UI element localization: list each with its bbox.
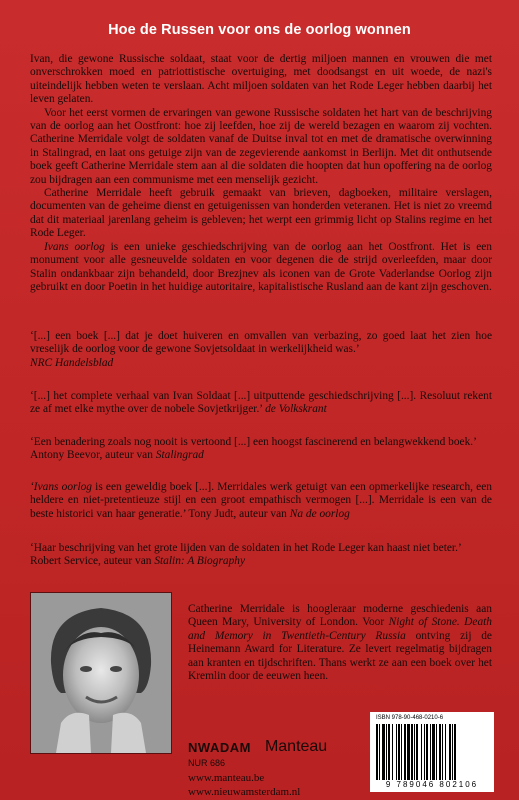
quote-2-source: de Volkskrant — [265, 403, 327, 416]
author-photo — [30, 592, 172, 754]
barcode-bar — [379, 724, 380, 780]
bio-work: Night of Stone. Death and Memory in Twentieth-Century Russia — [188, 616, 493, 642]
paragraph-4-text: is een unieke geschiedschrijving van de oorlog aan het Oostfront. Het is een monument voor alle gesneuvelde soldaten en voor degenen die de strijd overleefden, maar door Stalin ondankbaar zijn behandeld, door Brezjnev als iconen van de Grote Vaderlandse Oorlog zijn gebruikt en door Poetin in het huidige autoritaire, kapitalistische Rusland aan de kant zijn geschoven. — [30, 240, 492, 293]
quote-1-text: ‘[...] een boek [...] dat je doet huiveren en omvallen van verbazing, zo goed laat het zien hoe vreselijk de oorlog voor de gewone Sovjetsoldaat in werkelijkheid was.’ — [30, 330, 492, 356]
review-quote-4 — [30, 481, 492, 521]
manteau-logo: Manteau — [264, 738, 328, 755]
barcode-bar — [416, 724, 418, 780]
barcode-box — [370, 712, 494, 792]
review-quote-3 — [30, 436, 492, 463]
barcode-bar — [382, 724, 385, 780]
barcode-bar — [376, 724, 378, 780]
barcode-bar — [421, 724, 422, 780]
paragraph-4 — [30, 241, 492, 295]
quote-4-text: is een geweldig boek [...]. Merridales werk getuigt van een opmerkelijke research, een heldere en niet-pretentieuze stijl en een groot empathisch vermogen [...]. Merridale is een van de beste historici van haar generatie.’ Tony Judt, auteur van — [30, 481, 492, 520]
barcode-bar — [426, 724, 428, 780]
barcode-bar — [452, 724, 453, 780]
quote-5-author: Robert Service, auteur van — [30, 555, 155, 568]
url-nieuwamsterdam: www.nieuwamsterdam.nl — [188, 786, 301, 798]
quote-1-source: NRC Handelsblad — [30, 356, 114, 369]
barcode-bar — [407, 724, 410, 780]
quote-3-author: Antony Beevor, auteur van — [30, 449, 156, 462]
barcode-bar — [388, 724, 390, 780]
barcode-bar — [430, 724, 431, 780]
barcode-bar — [396, 724, 397, 780]
barcode-bar — [439, 724, 441, 780]
quote-2-text: ‘[...] het complete verhaal van Ivan Soldaat [...] uitputtende geschiedschrijving [...]. Resoluut rekent ze af met elke mythe over de nobele Sovjetkrijger.’ — [30, 390, 492, 416]
review-quote-5 — [30, 542, 492, 569]
barcode-bar — [414, 724, 415, 780]
barcode-bar — [392, 724, 393, 780]
barcode-bar — [432, 724, 435, 780]
barcode-icon — [376, 724, 488, 780]
quote-4-work: Na de oorlog — [289, 507, 350, 520]
book-title-inline: Ivans oorlog — [44, 240, 105, 253]
quote-3-text: ‘Een benadering zoals nog nooit is vertoond [...] een hoogst fascinerend en belangwekkend boek.’ — [30, 436, 477, 448]
isbn-label: ISBN 978-90-468-0210-6 — [376, 715, 444, 721]
blurb-text — [30, 53, 492, 294]
paragraph-1: Ivan, die gewone Russische soldaat, staat voor de dertig miljoen mannen en vrouwen die met onverschrokken moed en patriottistische overtuiging, met doodsangst en uit woede, de nazi's uiteindelijk hebben weten te verslaan. Acht miljoen soldaten van het Rode Leger hebben daarbij het leven gelaten. — [30, 53, 492, 106]
author-portrait-image — [31, 593, 171, 753]
barcode-bar — [436, 724, 437, 780]
quote-5-text: ‘Haar beschrijving van het grote lijden van de soldaten in het Rode Leger kan haast niet beter.’ — [30, 542, 462, 554]
nur-code: NUR 686 — [188, 758, 226, 768]
quote-5-attribution — [30, 555, 492, 568]
paragraph-3: Catherine Merridale heeft gebruik gemaakt van brieven, dagboeken, militaire verslagen, documenten van de geheime dienst en getuigenissen van honderden veteranen. Het is niet zo vreemd dat dit materiaal jarenlang geheim is gebleven; het werpt een grimmig licht op Stalins regime en het Rode Leger. — [30, 187, 492, 240]
quote-3-attribution — [30, 449, 492, 462]
barcode-bar — [404, 724, 406, 780]
nieuw-amsterdam-logo: NWADAM — [188, 739, 251, 755]
author-bio — [188, 603, 492, 683]
bio-text-2: ontving zij de Heinemann Award for Literature. Ze levert regelmatig bijdragen aan kranten en tijdschriften. Thans werkt ze aan een boek over het Kremlin door de eeuwen heen. — [188, 629, 492, 683]
barcode-bar — [424, 724, 425, 780]
review-quote-2 — [30, 390, 492, 417]
publisher-logos — [188, 738, 327, 756]
isbn-digits: 9 789046 802106 — [385, 780, 479, 789]
quote-3-work: Stalingrad — [155, 449, 204, 462]
paragraph-2: Voor het eerst vormen de ervaringen van gewone Russische soldaten het hart van de beschrijving van de oorlog aan het Oostfront: hoe zij leefden, hoe zij de wereld bezagen en waarom zij vochten. Catherine Merridale volgt de soldaten vanaf de Duitse inval tot en met de dramatische overwinning in Stalingrad, en laat ons getuige zijn van de zegevierende aankomst in Berlijn. Met dit onthutsende boek geeft Catherine Merridale stem aan al die soldaten die hoopten dat hun opoffering na de oorlog zou bijdragen aan een communisme met een menselijk gezicht. — [30, 106, 492, 186]
url-manteau: www.manteau.be — [188, 772, 265, 784]
review-quote-1 — [30, 330, 492, 370]
barcode-bar — [401, 724, 402, 780]
barcode-bar — [398, 724, 400, 780]
barcode-bar — [449, 724, 451, 780]
barcode-bar — [445, 724, 446, 780]
barcode-bar — [411, 724, 413, 780]
barcode-bar — [442, 724, 443, 780]
bio-text-1: Catherine Merridale is hoogleraar moderne geschiedenis aan Queen Mary, University of London. Voor — [188, 603, 492, 629]
quote-4-lead: ‘Ivans oorlog — [30, 481, 92, 493]
barcode-bar — [386, 724, 387, 780]
barcode-bar — [454, 724, 456, 780]
quote-5-work: Stalin: A Biography — [154, 555, 246, 568]
back-cover-title: Hoe de Russen voor ons de oorlog wonnen — [108, 22, 411, 38]
